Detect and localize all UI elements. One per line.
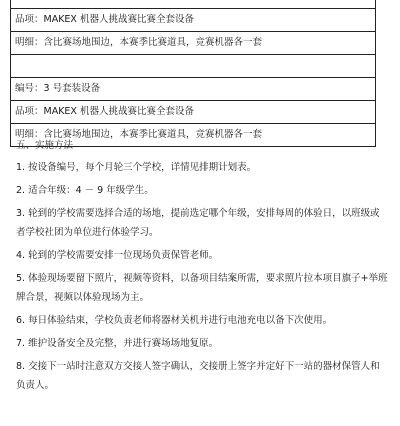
- section-heading: 五、实施方法: [16, 140, 74, 151]
- table-row: [11, 9, 376, 32]
- table-cell-item: 品项：MAKEX 机器人挑战赛比赛全套设备: [11, 9, 376, 32]
- table-row: [11, 101, 376, 124]
- list-item: 4. 轮到的学校需要安排一位现场负责保管老师。: [16, 250, 219, 261]
- table-cell-details: 明细：含比赛场地围边，本赛季比赛道具，竞赛机器各一套: [11, 32, 376, 55]
- table-row: [11, 78, 376, 101]
- list-item: 3. 轮到的学校需要选择合适的场地，提前选定哪个年级，安排每周的体验日，以班级或者学校社团为单位进行体验学习。: [16, 208, 380, 238]
- list-item: 7. 维护设备安全及完整，并进行赛场场地复原。: [16, 338, 219, 349]
- table-cell-top-edge: [11, 0, 376, 9]
- table-cell-details: 明细：含比赛场地围边，本赛季比赛道具，竞赛机器各一套: [11, 124, 376, 147]
- implementation-section: [16, 136, 388, 397]
- equipment-table: [10, 0, 376, 147]
- list-item: 6. 每日体验结束，学校负责老师将器材关机并进行电池充电以备下次使用。: [16, 315, 333, 326]
- table-row: [11, 55, 376, 78]
- list-item: 1. 按设备编号，每个月轮三个学校，详情见排期计划表。: [16, 162, 257, 173]
- table-cell-item: 品项：MAKEX 机器人挑战赛比赛全套设备: [11, 101, 376, 124]
- table-row: [11, 0, 376, 9]
- list-item: 5. 体验现场要留下照片，视频等资料，以备项目结案所需，要求照片拉本项目旗子+举班牌合景，视频以体验现场为主。: [16, 273, 388, 303]
- table-cell-number: 编号：3 号套装设备: [11, 78, 376, 101]
- list-item: 8. 交接下一站时注意双方交接人签字确认，交接册上签字并定好下一站的器材保管人和负责人。: [16, 361, 380, 391]
- table-cell-blank: [11, 55, 376, 78]
- table-row: [11, 32, 376, 55]
- list-item: 2. 适合年级：4 － 9 年级学生。: [16, 185, 154, 196]
